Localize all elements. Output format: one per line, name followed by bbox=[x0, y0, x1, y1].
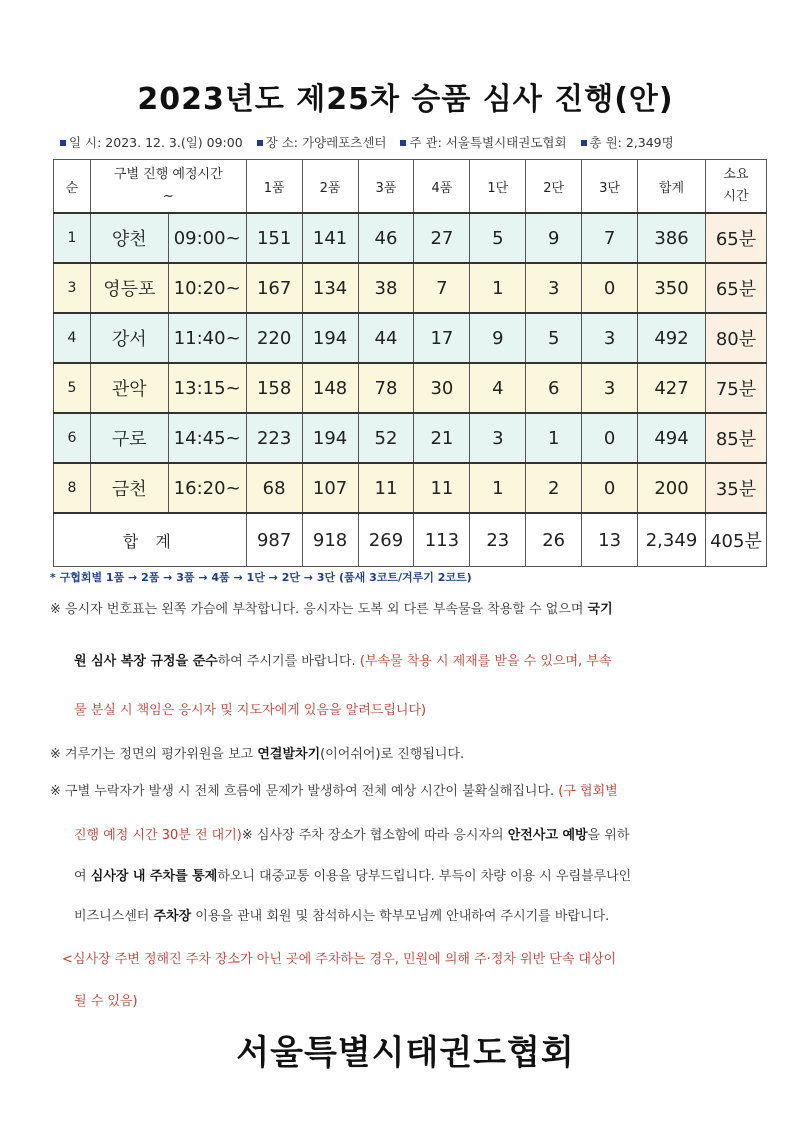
header-index: 순 bbox=[54, 160, 91, 214]
start-time: 14:45~ bbox=[168, 413, 246, 463]
table-row: 3 영등포 10:20~ 167 134 38 7 1 3 0 350 65분 bbox=[54, 263, 767, 313]
header-4pum: 4품 bbox=[414, 160, 470, 214]
duration: 65분 bbox=[705, 213, 766, 263]
info-date: 일 시: 2023. 12. 3.(일) 09:00 bbox=[60, 135, 243, 150]
duration: 75분 bbox=[705, 363, 766, 413]
header-group-time: 구별 진행 예정시간 ~ bbox=[90, 160, 246, 214]
note-3-line-2: 진행 예정 시간 30분 전 대기)※ 심사장 주차 장소가 협소함에 따라 응시자의 안전사고 예방을 위하 bbox=[74, 828, 630, 843]
bullet-square-icon bbox=[581, 140, 587, 146]
note-3-line-4: 비즈니스센터 주차장 이용을 관내 회원 및 참석하시는 학부모님께 안내하여 주시기를 바랍니다. bbox=[74, 909, 610, 924]
duration: 85분 bbox=[705, 413, 766, 463]
table-row: 6 구로 14:45~ 223 194 52 21 3 1 0 494 85분 bbox=[54, 413, 767, 463]
schedule-table bbox=[53, 159, 767, 567]
start-time: 13:15~ bbox=[168, 363, 246, 413]
order-legend: * 구협회별 1품 → 2품 → 3품 → 4품 → 1단 → 2단 → 3단 (품새 3코트/겨루기 2코트) bbox=[50, 571, 472, 584]
duration: 80분 bbox=[705, 313, 766, 363]
note-3-line-1: ※ 구별 누락자가 발생 시 전체 흐름에 문제가 발생하여 전체 예상 시간이 불확실해집니다. (구 협회별 bbox=[50, 784, 618, 799]
table-row: 4 강서 11:40~ 220 194 44 17 9 5 3 492 80분 bbox=[54, 313, 767, 363]
district-name: 영등포 bbox=[90, 263, 168, 313]
note-2: ※ 겨루기는 정면의 평가위원을 보고 연결발차기(이어쉬어)로 진행됩니다. bbox=[50, 747, 465, 762]
bullet-square-icon bbox=[60, 140, 66, 146]
district-name: 강서 bbox=[90, 313, 168, 363]
header-3dan: 3단 bbox=[582, 160, 638, 214]
header-2pum: 2품 bbox=[302, 160, 358, 214]
district-name: 구로 bbox=[90, 413, 168, 463]
note-4-line-1: <심사장 주변 정해진 주차 장소가 아닌 곳에 주차하는 경우, 민원에 의해 주·정차 위반 단속 대상이 bbox=[62, 952, 617, 967]
organization-name: 서울특별시태권도협회 bbox=[236, 1033, 575, 1073]
duration: 35분 bbox=[705, 463, 766, 513]
duration: 65분 bbox=[705, 263, 766, 313]
start-time: 16:20~ bbox=[168, 463, 246, 513]
header-1dan: 1단 bbox=[470, 160, 526, 214]
total-label: 합 계 bbox=[54, 513, 247, 567]
table-row: 1 양천 09:00~ 151 141 46 27 5 9 7 386 65분 bbox=[54, 213, 767, 263]
total-duration: 405분 bbox=[705, 513, 766, 567]
table-total-row: 합 계 987 918 269 113 23 26 13 2,349 405분 bbox=[54, 513, 767, 567]
bullet-square-icon bbox=[400, 140, 406, 146]
header-3pum: 3품 bbox=[358, 160, 414, 214]
note-1-line-3: 물 분실 시 책임은 응시자 및 지도자에게 있음을 알려드립니다) bbox=[74, 703, 427, 718]
info-place: 장 소: 가양레포츠센터 bbox=[257, 135, 387, 150]
info-total: 총 원: 2,349명 bbox=[581, 135, 674, 150]
start-time: 09:00~ bbox=[168, 213, 246, 263]
district-name: 관악 bbox=[90, 363, 168, 413]
document-title: 2023년도 제25차 승품 심사 진행(안) bbox=[137, 82, 674, 117]
note-1-line-1: ※ 응시자 번호표는 왼쪽 가슴에 부착합니다. 응시자는 도복 외 다른 부속물을 착용할 수 없으며 국기 bbox=[50, 602, 613, 617]
bullet-square-icon bbox=[257, 140, 263, 146]
table-row: 8 금천 16:20~ 68 107 11 11 1 2 0 200 35분 bbox=[54, 463, 767, 513]
header-sum: 합계 bbox=[638, 160, 706, 214]
note-4-line-2: 될 수 있음) bbox=[74, 994, 138, 1009]
note-3-line-3: 여 심사장 내 주차를 통제하오니 대중교통 이용을 당부드립니다. 부득이 차량 이용 시 우림블루나인 bbox=[74, 869, 632, 884]
header-duration: 소요 시간 bbox=[705, 160, 766, 214]
table-header-row bbox=[54, 160, 767, 214]
header-1pum: 1품 bbox=[246, 160, 302, 214]
table-row: 5 관악 13:15~ 158 148 78 30 4 6 3 427 75분 bbox=[54, 363, 767, 413]
start-time: 11:40~ bbox=[168, 313, 246, 363]
note-1-line-2: 원 심사 복장 규정을 준수하여 주시기를 바랍니다. (부속물 착용 시 제재를 받을 수 있으며, 부속 bbox=[74, 654, 612, 669]
header-2dan: 2단 bbox=[526, 160, 582, 214]
start-time: 10:20~ bbox=[168, 263, 246, 313]
district-name: 금천 bbox=[90, 463, 168, 513]
info-line bbox=[60, 133, 684, 151]
info-host: 주 관: 서울특별시태권도협회 bbox=[400, 135, 566, 150]
district-name: 양천 bbox=[90, 213, 168, 263]
